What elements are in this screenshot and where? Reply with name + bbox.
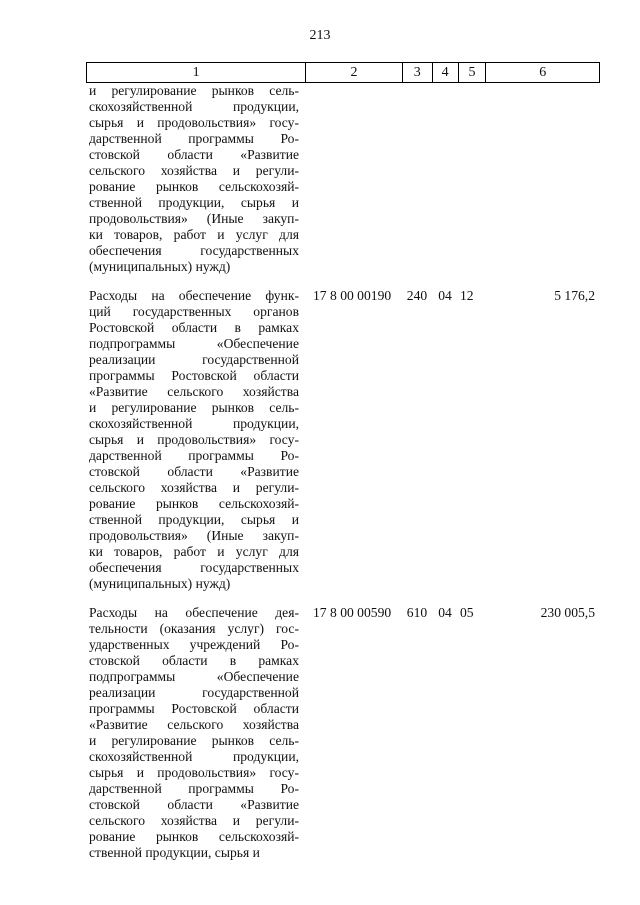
description-line: ки товаров, работ и услуг для bbox=[89, 227, 299, 242]
description-line: ций государственных органов bbox=[89, 304, 299, 319]
row-amount: 5 176,2 bbox=[554, 288, 595, 303]
description-line: «Развитие сельского хозяйства bbox=[89, 384, 299, 399]
description-line: и регулирование рынков сель- bbox=[89, 83, 299, 98]
row-description bbox=[86, 83, 305, 275]
table-row bbox=[86, 605, 600, 861]
description-line: тельности (оказания услуг) гос- bbox=[89, 621, 299, 636]
row-section: 04 bbox=[438, 288, 452, 303]
row-section bbox=[432, 83, 458, 275]
description-line: ственной продукции, сырья и bbox=[89, 195, 299, 210]
description-line: стовской области «Развитие bbox=[89, 464, 299, 479]
header-col-4: 4 bbox=[432, 63, 458, 82]
description-line: программы Ростовской области bbox=[89, 368, 299, 383]
description-line: сельского хозяйства и регули- bbox=[89, 813, 299, 828]
row-expense-type bbox=[402, 83, 432, 275]
description-line: стовской области в рамках bbox=[89, 653, 299, 668]
description-line: обеспечения государственных bbox=[89, 243, 299, 258]
header-col-5: 5 bbox=[458, 63, 486, 82]
description-line: продовольствия» (Иные закуп- bbox=[89, 211, 299, 226]
description-line: (муниципальных) нужд) bbox=[89, 259, 231, 274]
description-line: стовской области «Развитие bbox=[89, 797, 299, 812]
table-body bbox=[86, 83, 600, 861]
description-line: реализации государственной bbox=[89, 352, 299, 367]
row-amount: 230 005,5 bbox=[540, 605, 595, 620]
description-line: ственной продукции, сырья и bbox=[89, 845, 260, 860]
row-description bbox=[86, 288, 305, 592]
description-line: рование рынков сельскохозяй- bbox=[89, 179, 299, 194]
row-description bbox=[86, 605, 305, 861]
page-number: 213 bbox=[309, 28, 331, 43]
description-line: ударственных учреждений Ро- bbox=[89, 637, 299, 652]
description-line: «Развитие сельского хозяйства bbox=[89, 717, 299, 732]
row-expense-type: 240 bbox=[406, 288, 428, 303]
description-line: Расходы на обеспечение функ- bbox=[89, 288, 299, 303]
description-line: продовольствия» (Иные закуп- bbox=[89, 528, 299, 543]
description-line: и регулирование рынков сель- bbox=[89, 400, 299, 415]
description-line: (муниципальных) нужд) bbox=[89, 576, 231, 591]
description-line: Ростовской области в рамках bbox=[89, 320, 299, 335]
row-section: 04 bbox=[438, 605, 452, 620]
table-row bbox=[86, 288, 600, 592]
row-subsection: 05 bbox=[460, 605, 474, 620]
row-subsection bbox=[458, 83, 486, 275]
description-line: ственной продукции, сырья и bbox=[89, 512, 299, 527]
description-line: сырья и продовольствия» госу- bbox=[89, 115, 299, 130]
row-target-code bbox=[305, 83, 402, 275]
description-line: скохозяйственной продукции, bbox=[89, 749, 299, 764]
header-col-6: 6 bbox=[485, 63, 599, 82]
description-line: скохозяйственной продукции, bbox=[89, 99, 299, 114]
header-col-3: 3 bbox=[402, 63, 432, 82]
description-line: дарственной программы Ро- bbox=[89, 781, 299, 796]
description-line: стовской области «Развитие bbox=[89, 147, 299, 162]
description-line: программы Ростовской области bbox=[89, 701, 299, 716]
description-line: дарственной программы Ро- bbox=[89, 131, 299, 146]
row-target-code: 17 8 00 00190 bbox=[313, 288, 392, 303]
description-line: и регулирование рынков сель- bbox=[89, 733, 299, 748]
header-col-2: 2 bbox=[305, 63, 402, 82]
description-line: обеспечения государственных bbox=[89, 560, 299, 575]
description-line: Расходы на обеспечение дея- bbox=[89, 605, 299, 620]
row-amount bbox=[486, 83, 600, 275]
description-line: сырья и продовольствия» госу- bbox=[89, 432, 299, 447]
description-line: подпрограммы «Обеспечение bbox=[89, 336, 299, 351]
table-header bbox=[86, 62, 600, 83]
description-line: подпрограммы «Обеспечение bbox=[89, 669, 299, 684]
row-expense-type: 610 bbox=[406, 605, 428, 620]
description-line: скохозяйственной продукции, bbox=[89, 416, 299, 431]
row-target-code: 17 8 00 00590 bbox=[313, 605, 392, 620]
description-line: реализации государственной bbox=[89, 685, 299, 700]
description-line: ки товаров, работ и услуг для bbox=[89, 544, 299, 559]
budget-table bbox=[86, 62, 600, 861]
description-line: сырья и продовольствия» госу- bbox=[89, 765, 299, 780]
header-col-1: 1 bbox=[192, 65, 200, 80]
description-line: рование рынков сельскохозяй- bbox=[89, 496, 299, 511]
row-subsection: 12 bbox=[460, 288, 474, 303]
description-line: сельского хозяйства и регули- bbox=[89, 163, 299, 178]
description-line: рование рынков сельскохозяй- bbox=[89, 829, 299, 844]
description-line: дарственной программы Ро- bbox=[89, 448, 299, 463]
table-row bbox=[86, 83, 600, 275]
description-line: сельского хозяйства и регули- bbox=[89, 480, 299, 495]
